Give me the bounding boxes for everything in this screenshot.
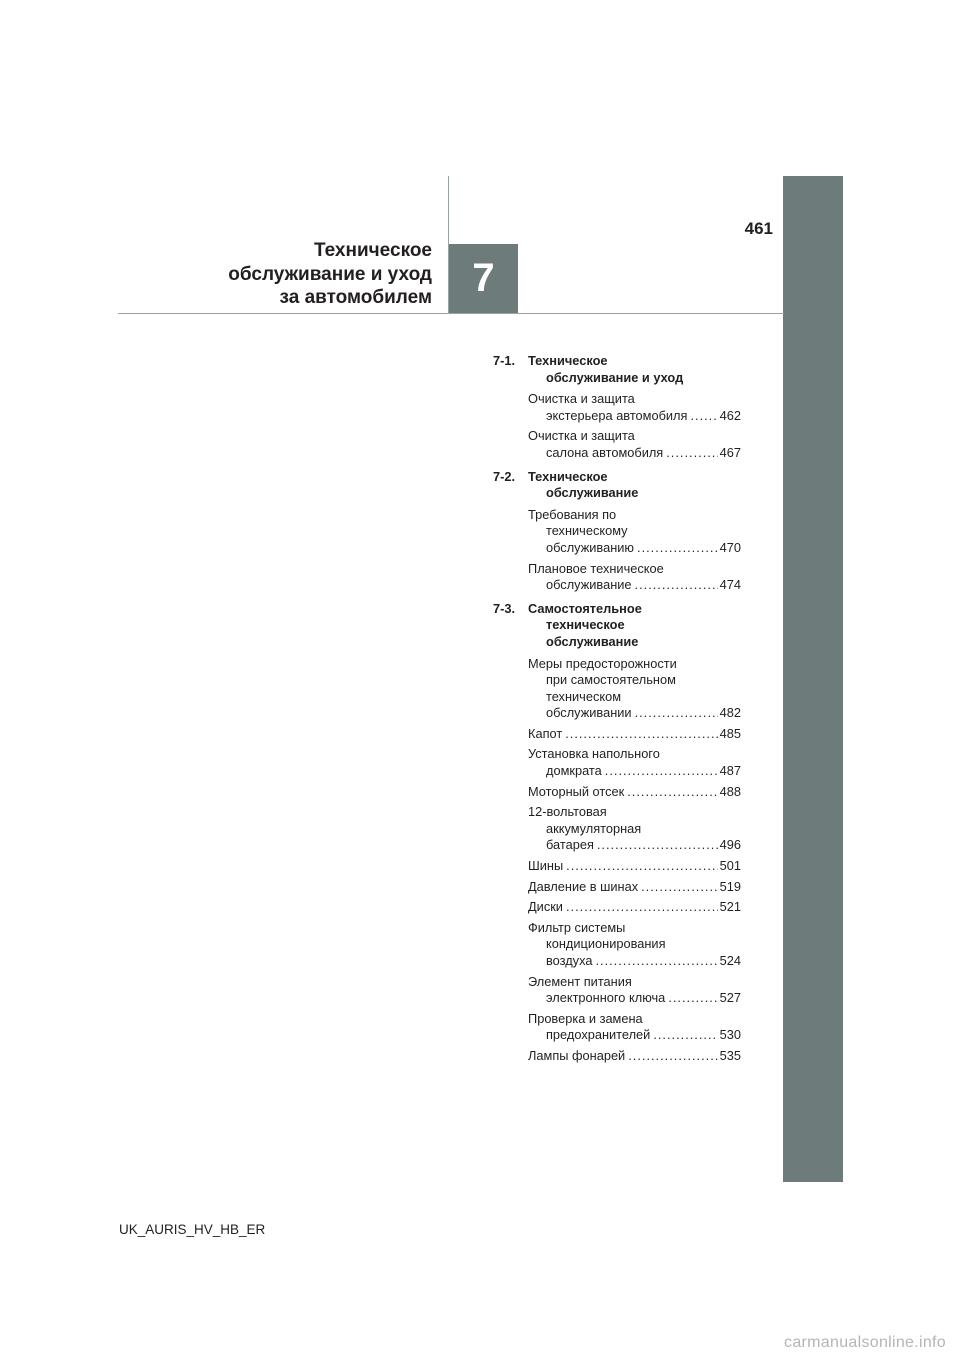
toc-entry-leader-row: [528, 408, 741, 425]
toc-entry[interactable]: [493, 656, 741, 722]
toc-entry-page: 521: [719, 899, 741, 915]
toc-entry-line: домкрата: [546, 763, 602, 779]
toc-section-number: 7-3.: [493, 600, 516, 616]
toc-entry-leader-row: [528, 726, 741, 743]
toc-entry-line: обслуживанию: [546, 539, 635, 555]
toc-entry-line: воздуха: [546, 953, 593, 968]
toc-section-title-line: Техническое: [528, 468, 608, 484]
toc-entry[interactable]: [493, 746, 741, 779]
toc-entry-line: обслуживании: [546, 705, 632, 721]
toc-entry-page: 524: [719, 953, 741, 968]
toc-entry-line: электронного ключа: [546, 990, 666, 1006]
leader-dots: [635, 577, 718, 594]
toc-section-title-line: Самостоятельное: [528, 600, 642, 616]
toc-entry[interactable]: [493, 507, 741, 557]
leader-dots: [566, 858, 717, 875]
chapter-number: 7: [472, 256, 495, 300]
toc-entry-leader-row: [528, 899, 741, 916]
toc-entry-leader-row: [528, 540, 741, 557]
toc-entry-page: 474: [719, 577, 741, 593]
toc-section-title-line: Техническое: [528, 353, 608, 368]
toc-entry-line: техническом: [546, 688, 622, 704]
toc-section-title-line: обслуживание и уход: [546, 369, 684, 385]
toc-entry-page: 527: [719, 990, 741, 1006]
toc-entry-line: обслуживание: [546, 577, 632, 593]
toc-entry[interactable]: [493, 1011, 741, 1044]
toc-entry-line: Шины: [528, 858, 564, 874]
toc-entry-line: Диски: [528, 899, 563, 915]
chapter-side-tab: [783, 176, 843, 1182]
toc-entry-leader-row: [528, 837, 741, 854]
toc-entry-line: Давление в шинах: [528, 878, 639, 894]
toc-entry-line: Установка напольного: [528, 746, 660, 762]
toc-entry-line: аккумуляторная: [546, 820, 642, 836]
chapter-title-line: обслуживание и уход: [228, 263, 432, 285]
toc-entry-leader-row: [528, 1048, 741, 1065]
toc-entry-page: 535: [719, 1047, 741, 1063]
leader-dots: [690, 408, 717, 425]
header-horizontal-rule: [118, 313, 784, 314]
toc-entry-line: Проверка и замена: [528, 1010, 643, 1026]
toc-section-title-line: обслуживание: [546, 633, 639, 649]
toc-entry-leader-row: [528, 445, 741, 462]
toc-entry-line: Плановое техническое: [528, 560, 664, 576]
toc-entry-page: 519: [719, 878, 741, 894]
toc-section-number: 7-1.: [493, 353, 516, 368]
toc-entry-line: Фильтр системы: [528, 919, 626, 935]
leader-dots: [627, 784, 717, 801]
toc-entry[interactable]: [493, 804, 741, 854]
toc-section-heading[interactable]: [493, 469, 741, 502]
toc-entry[interactable]: [493, 561, 741, 594]
toc-entry-leader-row: [528, 705, 741, 722]
toc-entry-page: 488: [719, 783, 741, 799]
toc-entry-leader-row: [528, 990, 741, 1007]
toc-entry-page: 530: [719, 1027, 741, 1043]
leader-dots: [605, 763, 718, 780]
toc-entry-leader-row: [528, 1027, 741, 1044]
toc-entry-line: Лампы фонарей: [528, 1047, 626, 1063]
toc-section-title-line: обслуживание: [546, 485, 639, 501]
toc-entry[interactable]: [493, 428, 741, 461]
toc-entry-line: Моторный отсек: [528, 783, 625, 799]
chapter-number-box: [449, 244, 518, 313]
toc-entry-page: 470: [719, 539, 741, 555]
watermark: carmanualsonline.info: [784, 1334, 946, 1351]
toc-entry-line: кондиционирования: [546, 936, 666, 952]
toc-entry[interactable]: [493, 899, 741, 916]
leader-dots: [597, 837, 718, 854]
leader-dots: [635, 705, 718, 722]
toc-entry-leader-row: [528, 953, 741, 970]
toc-entry-line: Очистка и защита: [528, 428, 635, 444]
toc-entry-leader-row: [528, 879, 741, 896]
toc-entry-page: 501: [719, 858, 741, 874]
toc-entry[interactable]: [493, 879, 741, 896]
toc-entry-page: 485: [719, 725, 741, 741]
toc-entry[interactable]: [493, 920, 741, 970]
toc-entry-page: 467: [719, 444, 741, 460]
toc-entry-leader-row: [528, 858, 741, 875]
leader-dots: [566, 899, 718, 916]
toc-entry-page: 487: [719, 763, 741, 779]
toc-entry-line: техническому: [546, 523, 628, 539]
leader-dots: [641, 879, 718, 896]
leader-dots: [653, 1027, 717, 1044]
toc-entry[interactable]: [493, 1048, 741, 1065]
toc-section-title-line: техническое: [546, 617, 625, 633]
leader-dots: [565, 726, 717, 743]
toc-entry-line: Элемент питания: [528, 973, 632, 989]
leader-dots: [666, 445, 717, 462]
page-number: 461: [744, 219, 773, 238]
toc-entry[interactable]: [493, 726, 741, 743]
toc-section-heading[interactable]: [493, 601, 741, 651]
toc-section-heading[interactable]: [493, 353, 741, 386]
toc-entry-line: батарея: [546, 837, 594, 853]
chapter-title: [180, 239, 432, 310]
toc-entry-page: 482: [719, 705, 741, 721]
document-code: UK_AURIS_HV_HB_ER: [119, 1222, 266, 1237]
toc-entry-line: салона автомобиля: [546, 444, 664, 460]
toc-entry-leader-row: [528, 763, 741, 780]
toc-entry-line: Очистка и защита: [528, 391, 635, 407]
toc-entry[interactable]: [493, 858, 741, 875]
toc-entry-line: экстерьера автомобиля: [546, 407, 688, 423]
toc-entry-leader-row: [528, 577, 741, 594]
toc-entry[interactable]: [493, 391, 741, 424]
toc-section-number: 7-2.: [493, 468, 516, 484]
toc-entry[interactable]: [493, 784, 741, 801]
leader-dots: [668, 990, 717, 1007]
leader-dots: [595, 953, 717, 970]
toc-entry-line: Капот: [528, 725, 563, 741]
chapter-title-line: за автомобилем: [279, 287, 432, 308]
chapter-title-line: Техническое: [313, 240, 432, 261]
toc-entry-line: при самостоятельном: [546, 672, 676, 688]
toc-entry-line: Меры предосторожности: [528, 655, 677, 671]
toc-entry[interactable]: [493, 974, 741, 1007]
toc-entry-leader-row: [528, 784, 741, 801]
toc-entry-line: Требования по: [528, 506, 617, 522]
toc-entry-line: 12-вольтовая: [528, 804, 607, 820]
toc-entry-page: 496: [719, 837, 741, 853]
leader-dots: [628, 1048, 717, 1065]
table-of-contents: [493, 353, 741, 1069]
toc-entry-page: 462: [719, 407, 741, 423]
leader-dots: [637, 540, 718, 557]
toc-entry-line: предохранителей: [546, 1027, 651, 1043]
